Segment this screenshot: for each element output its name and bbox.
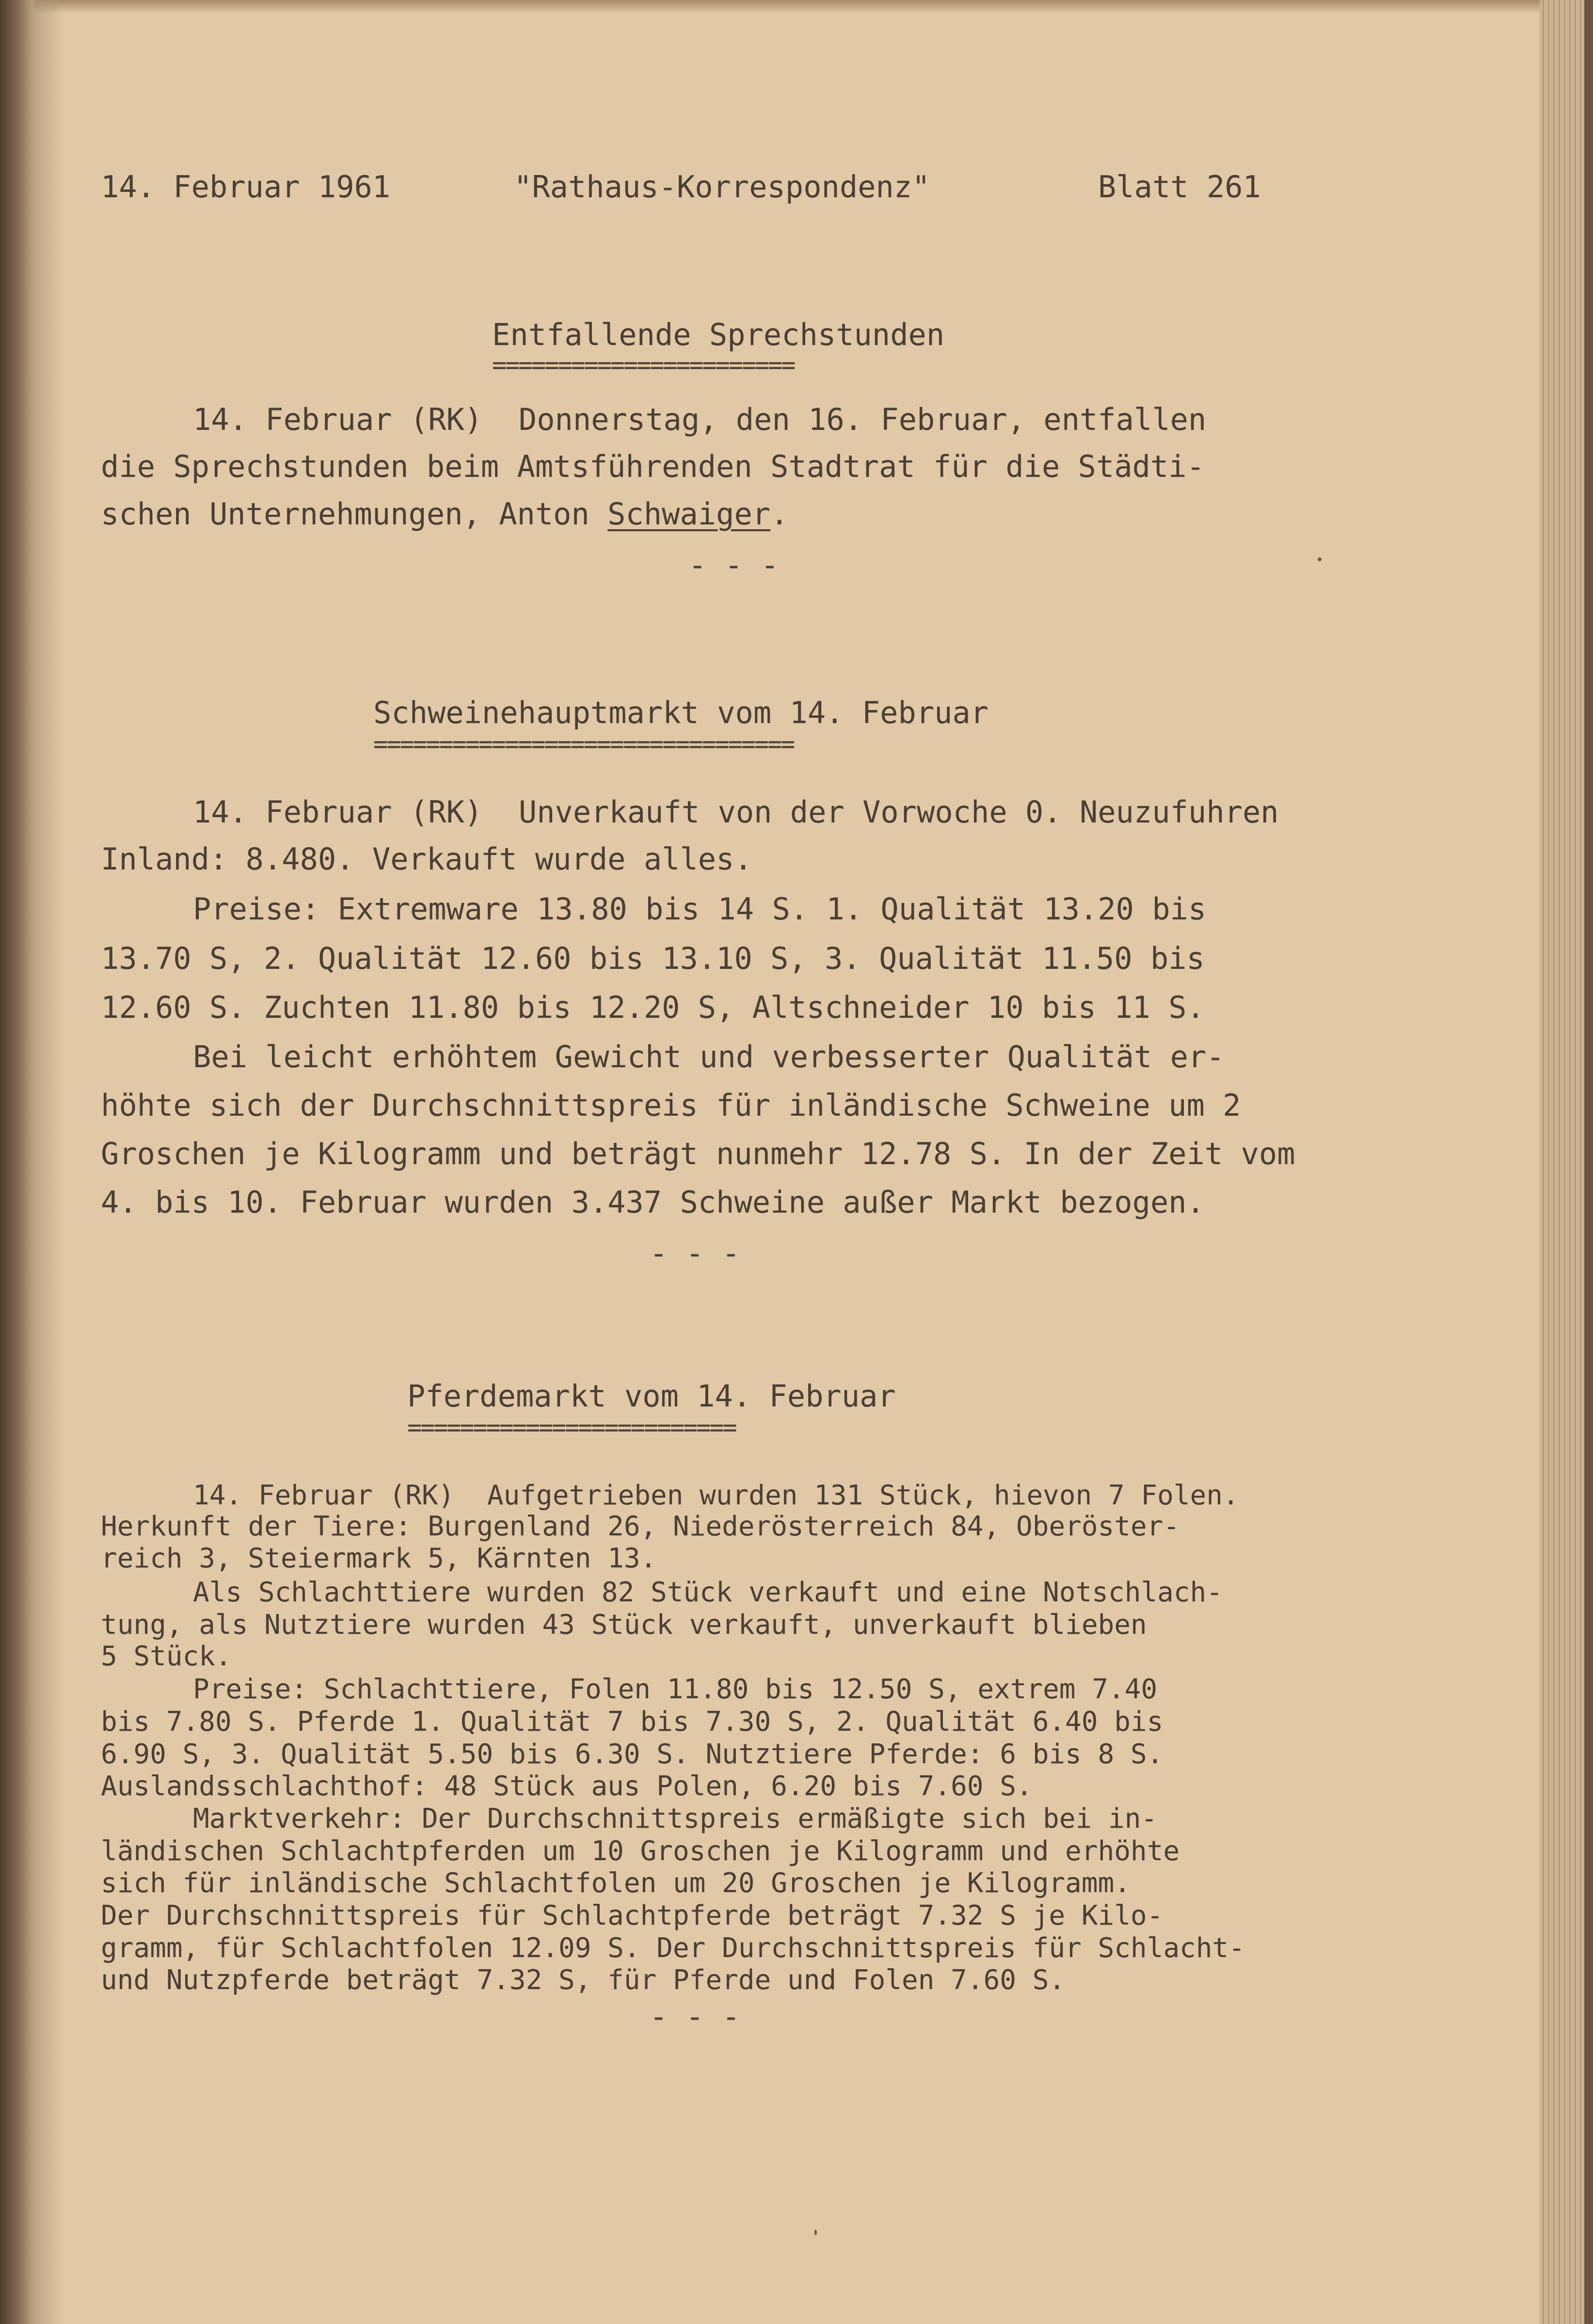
header-date: 14. Februar 1961 (101, 169, 391, 205)
title-rule: ================================ (373, 732, 794, 756)
body-line-with-name (101, 496, 789, 532)
section-separator: - - - (650, 1235, 740, 1271)
body-line: 6.90 S, 3. Qualität 5.50 bis 6.30 S. Nutztiere Pferde: 6 bis 8 S. (101, 1739, 1163, 1770)
section-title: Pferdemarkt vom 14. Februar (407, 1378, 896, 1414)
body-line: Marktverkehr: Der Durchschnittspreis ermäßigte sich bei in- (193, 1803, 1158, 1834)
body-line: reich 3, Steiermark 5, Kärnten 13. (101, 1543, 657, 1574)
body-line: ländischen Schlachtpferden um 10 Groschen je Kilogramm und erhöhte (101, 1835, 1180, 1867)
body-line-text: schen Unternehmungen, Anton (101, 496, 608, 532)
paper-speck (1318, 557, 1322, 561)
body-line: Herkunft der Tiere: Burgenland 26, Niederösterreich 84, Oberöster- (101, 1511, 1180, 1542)
binding-shadow (34, 0, 63, 2324)
book-binding (0, 0, 34, 2324)
paper-speck (814, 2229, 817, 2235)
header-sheet-number: Blatt 261 (1098, 169, 1261, 205)
page-top-edge (34, 0, 1542, 14)
body-line: die Sprechstunden beim Amtsführenden Stadtrat für die Städti- (101, 449, 1205, 484)
body-line: 4. bis 10. Februar wurden 3.437 Schweine außer Markt bezogen. (101, 1185, 1205, 1220)
body-line: Groschen je Kilogramm und beträgt nunmehr 12.78 S. In der Zeit vom (101, 1136, 1295, 1171)
body-line: Bei leicht erhöhtem Gewicht und verbesserter Qualität er- (193, 1039, 1225, 1075)
body-line: 12.60 S. Zuchten 11.80 bis 12.20 S, Altschneider 10 bis 11 S. (101, 990, 1205, 1025)
body-line: sich für inländische Schlachtfolen um 20 Groschen je Kilogramm. (101, 1867, 1131, 1899)
body-line: Inland: 8.480. Verkauft wurde alles. (101, 841, 752, 877)
body-line: 5 Stück. (101, 1641, 232, 1672)
header-publication: "Rathaus-Korrespondenz" (514, 169, 930, 205)
section-title: Schweinehauptmarkt vom 14. Februar (373, 695, 989, 730)
body-line: 14. Februar (RK) Aufgetrieben wurden 131 Stück, hievon 7 Folen. (193, 1480, 1239, 1511)
body-line: Als Schlachttiere wurden 82 Stück verkauft und eine Notschlach- (193, 1577, 1223, 1608)
body-line: gramm, für Schlachtfolen 12.09 S. Der Durchschnittspreis für Schlacht- (101, 1932, 1245, 1964)
body-line: 14. Februar (RK) Donnerstag, den 16. Februar, entfallen (193, 402, 1207, 437)
body-line: Der Durchschnittspreis für Schlachtpferde beträgt 7.32 S je Kilo- (101, 1900, 1163, 1931)
body-line: Preise: Schlachttiere, Folen 11.80 bis 12.50 S, extrem 7.40 (193, 1674, 1158, 1705)
person-name: Schwaiger (607, 496, 771, 532)
body-line: 13.70 S, 2. Qualität 12.60 bis 13.10 S, 3. Qualität 11.50 bis (101, 941, 1205, 976)
section-title: Entfallende Sprechstunden (492, 317, 945, 352)
section-separator: - - - (688, 547, 779, 583)
title-rule: ========================= (407, 1415, 736, 1439)
body-line: und Nutzpferde beträgt 7.32 S, für Pferde und Folen 7.60 S. (101, 1964, 1066, 1996)
body-line: tung, als Nutztiere wurden 43 Stück verkauft, unverkauft blieben (101, 1609, 1147, 1641)
body-line: höhte sich der Durchschnittspreis für inländische Schweine um 2 (101, 1088, 1241, 1123)
page-stack-shadow (1584, 0, 1593, 2324)
body-line: 14. Februar (RK) Unverkauft von der Vorwoche 0. Neuzufuhren (193, 794, 1279, 830)
body-line: bis 7.80 S. Pferde 1. Qualität 7 bis 7.30 S, 2. Qualität 6.40 bis (101, 1706, 1163, 1738)
name-suffix: . (770, 496, 789, 532)
body-line: Preise: Extremware 13.80 bis 14 S. 1. Qualität 13.20 bis (193, 891, 1207, 927)
body-line: Auslandsschlachthof: 48 Stück aus Polen, 6.20 bis 7.60 S. (101, 1771, 1033, 1802)
section-separator: - - - (650, 1999, 740, 2034)
title-rule: ======================= (492, 353, 795, 377)
